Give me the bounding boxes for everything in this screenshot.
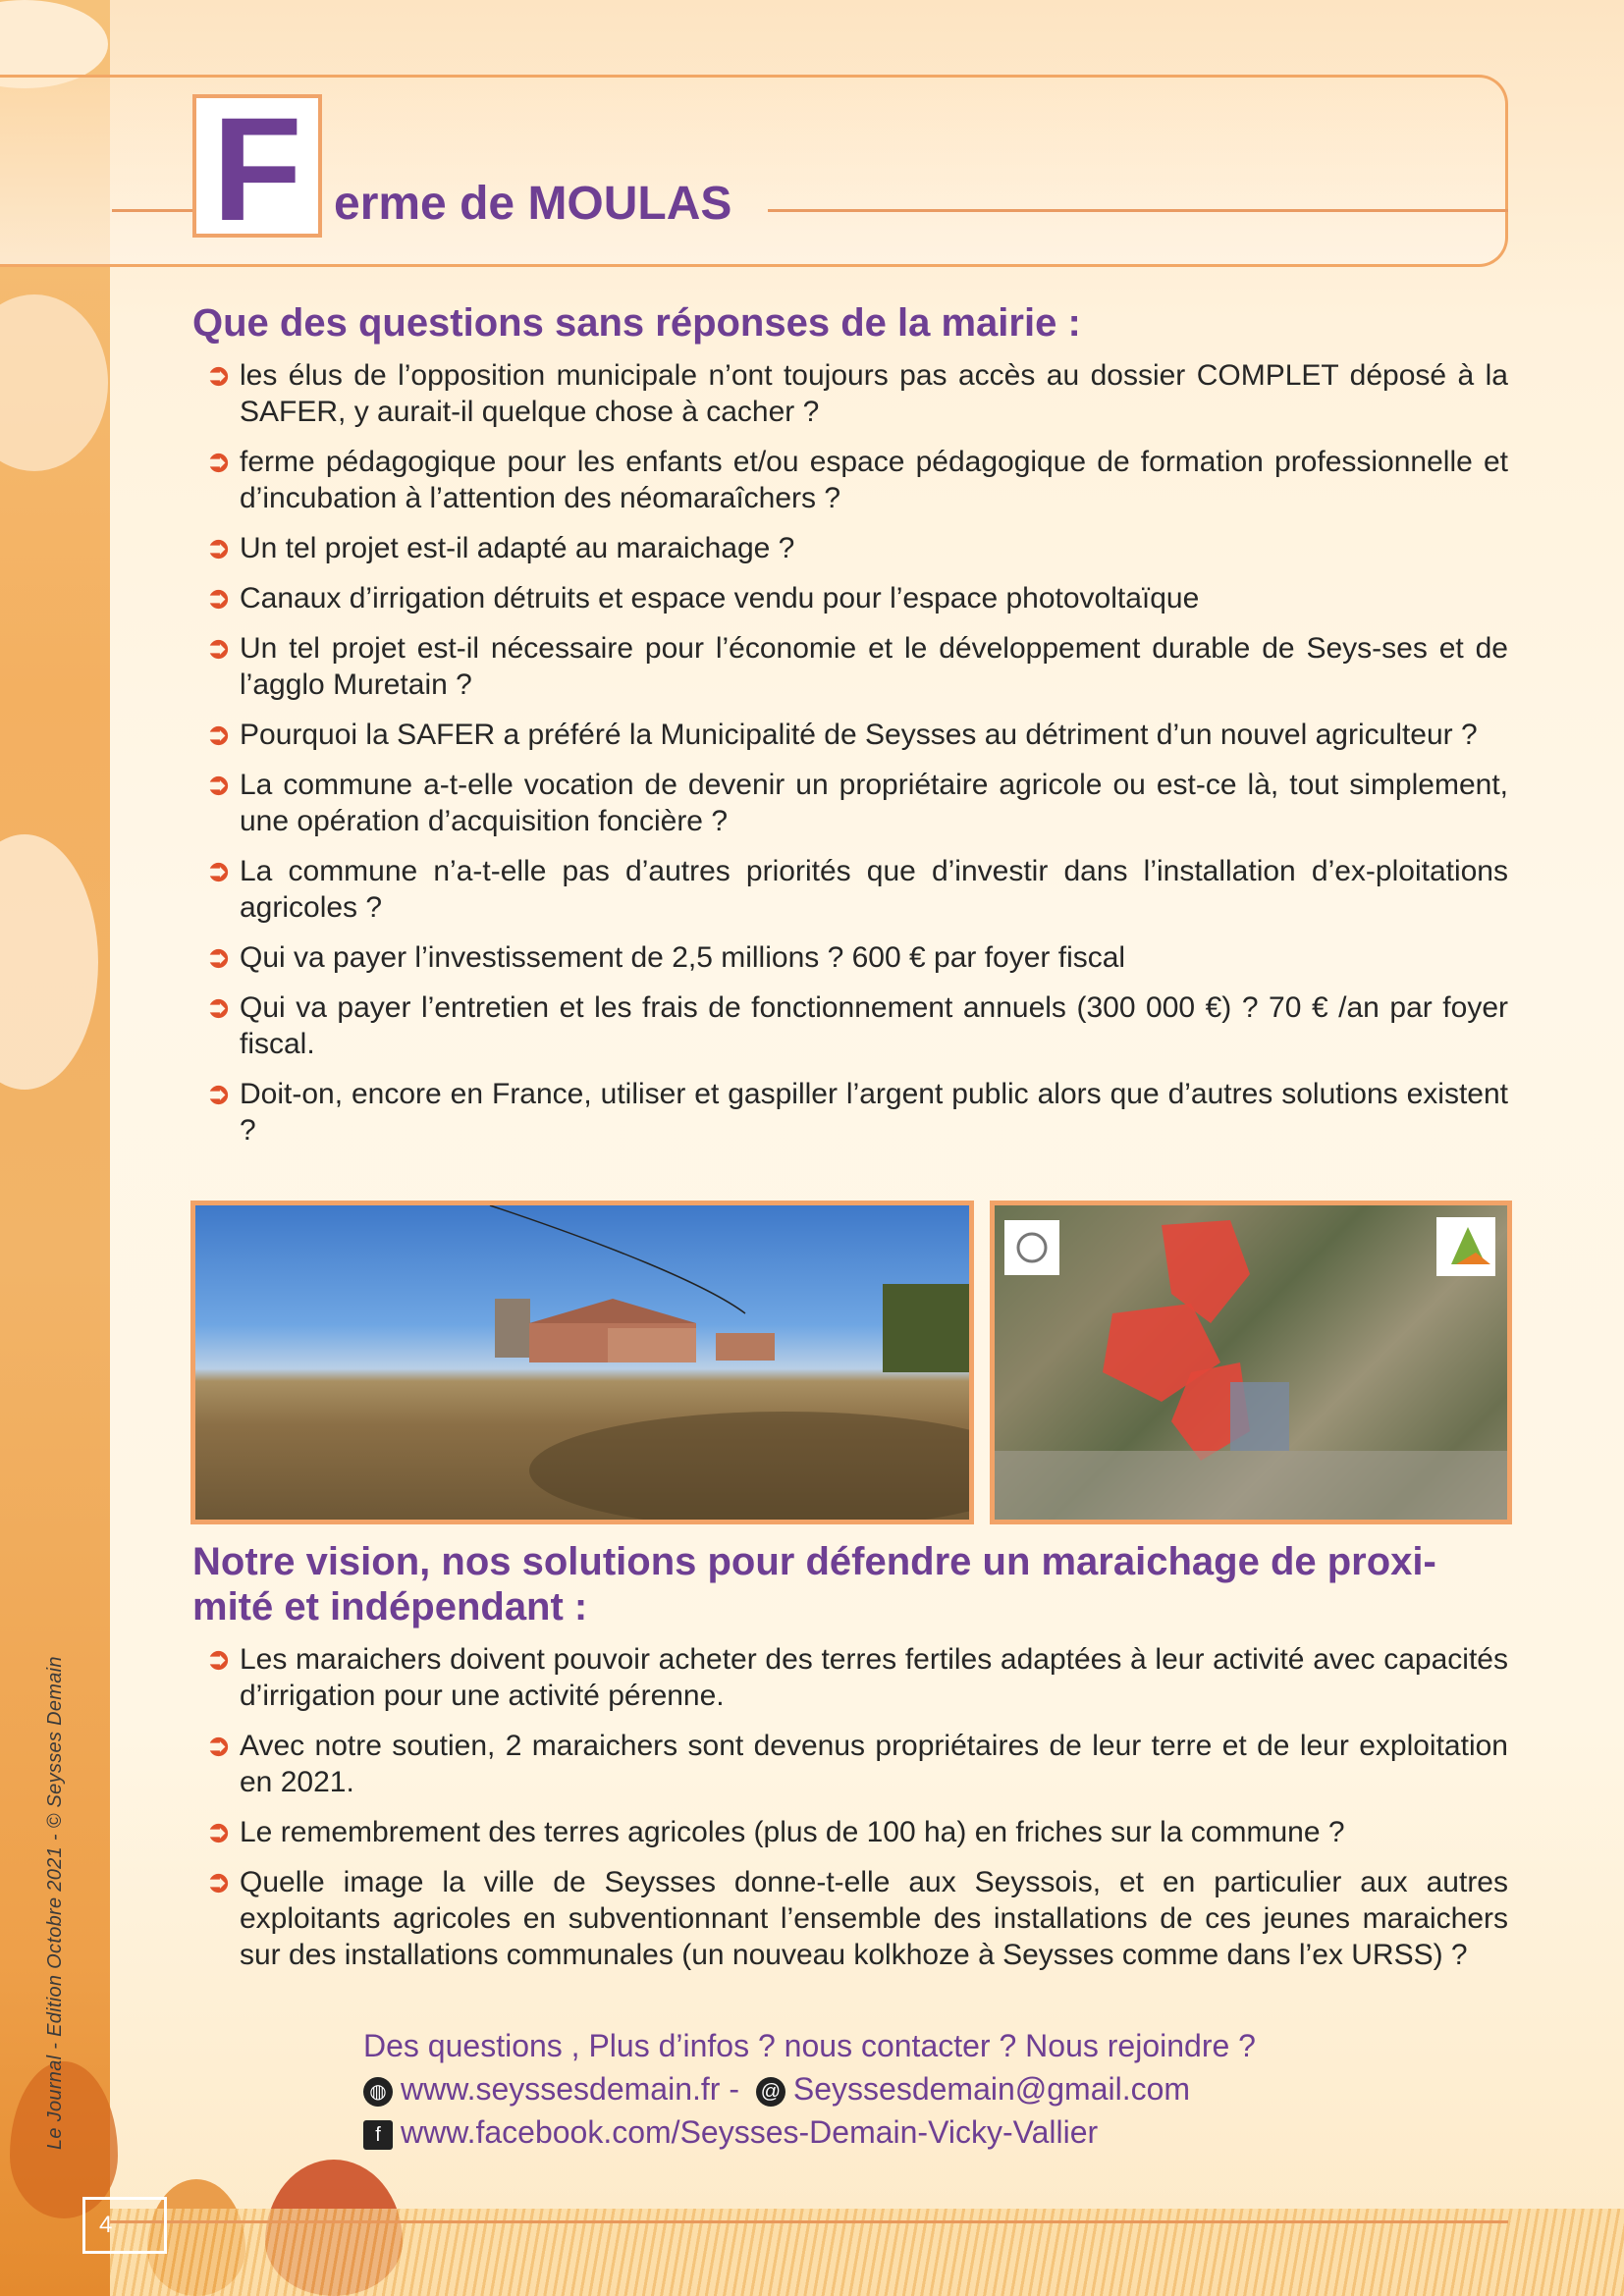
arrow-icon: ➲ (206, 359, 232, 392)
list-item: ➲ Doit-on, encore en France, utiliser et gaspiller l’argent public alors que d’autres solutions existent ? (206, 1078, 1508, 1147)
list-item: ➲ Les maraichers doivent pouvoir acheter des terres fertiles adaptées à leur activité avec capacités d’irrigation pour une activité pérenne. (206, 1643, 1508, 1712)
title-initial-box (192, 86, 322, 251)
list-item: ➲ les élus de l’opposition municipale n’ont toujours pas accès au dossier COMPLET déposé à la SAFER, y aurait-il quelque chose à cacher ? (206, 359, 1508, 428)
page-number: 4 (82, 2197, 167, 2254)
list-item: ➲ Canaux d’irrigation détruits et espace vendu pour l’espace photovoltaïque (206, 582, 1200, 614)
arrow-icon: ➲ (206, 1078, 232, 1110)
list-item: ➲ Un tel projet est-il adapté au maraichage ? (206, 532, 795, 564)
list-item: ➲ Avec notre soutien, 2 maraichers sont devenus propriétaires de leur terre et de leur exploitation en 2021. (206, 1730, 1508, 1798)
contact-invite-text: Des questions , Plus d’infos ? nous contacter ? Nous rejoindre ? (363, 2028, 1256, 2063)
arrow-icon: ➲ (206, 769, 232, 801)
header-rule-left (112, 209, 192, 212)
email-link[interactable]: Seyssesdemain@gmail.com (792, 2071, 1191, 2107)
section-vision-title-line2: mité et indépendant : (192, 1585, 588, 1629)
arrow-icon: ➲ (206, 1730, 232, 1762)
arrow-icon: ➲ (206, 1866, 232, 1898)
arrow-icon: ➲ (206, 582, 232, 614)
header-rule-right (768, 209, 1508, 212)
parcel-map-photo (990, 1201, 1512, 1524)
arrow-icon: ➲ (206, 1643, 232, 1676)
list-item: ➲ Qui va payer l’entretien et les frais de fonctionnement annuels (300 000 €) ? 70 € /an par foyer fiscal. (206, 991, 1508, 1060)
list-item: ➲ Qui va payer l’investissement de 2,5 millions ? 600 € par foyer fiscal (206, 941, 1126, 974)
arrow-icon: ➲ (206, 941, 232, 974)
facebook-icon: f (363, 2120, 393, 2150)
arrow-icon: ➲ (206, 532, 232, 564)
contact-line-web-email (363, 2071, 1190, 2108)
solutions-list (202, 1641, 1508, 1987)
website-link[interactable]: www.seyssesdemain.fr - (401, 2071, 739, 2107)
contact-line-facebook (363, 2114, 1098, 2151)
section-questions-title: Que des questions sans réponses de la mairie : (192, 301, 1081, 345)
arrow-icon: ➲ (206, 991, 232, 1024)
arrow-icon: ➲ (206, 719, 232, 751)
list-item: ➲ La commune a-t-elle vocation de devenir un propriétaire agricole ou est-ce là, tout simplement, une opération d’acquisition foncière ? (206, 769, 1508, 837)
list-item: ➲ Pourquoi la SAFER a préféré la Municipalité de Seysses au détriment d’un nouvel agriculteur ? (206, 719, 1478, 751)
arrow-icon: ➲ (206, 855, 232, 887)
list-item: ➲ Un tel projet est-il nécessaire pour l’économie et le développement durable de Seys-ses et de l’agglo Muretain ? (206, 632, 1508, 701)
section-vision-title-line1: Notre vision, nos solutions pour défendre un maraichage de proxi- (192, 1540, 1436, 1583)
list-item: ➲ ferme pédagogique pour les enfants et/ou espace pédagogique de formation professionnelle et d’incubation à l’attention des néomaraîchers ? (206, 446, 1508, 514)
arrow-icon: ➲ (206, 1816, 232, 1848)
bottom-divider (110, 2220, 1508, 2223)
arrow-icon: ➲ (206, 632, 232, 665)
side-journal-label: Le Journal - Edition Octobre 2021 - © Seysses Demain (44, 1656, 66, 2150)
facebook-link[interactable]: www.facebook.com/Seysses-Demain-Vicky-Vallier (401, 2114, 1099, 2150)
farm-photo (190, 1201, 974, 1524)
questions-list (202, 357, 1508, 1162)
title-initial-letter: F (212, 86, 302, 251)
list-item: ➲ Quelle image la ville de Seysses donne-t-elle aux Seyssois, et en particulier aux autres exploitants agricoles en subventionnant l’ensemble des installations de ces jeunes maraichers sur des installations communales (un nouveau kolkhoze à Seysses comme dans l’ex URSS) ? (206, 1866, 1508, 1971)
page-title: erme de MOULAS (334, 178, 732, 230)
list-item: ➲ Le remembrement des terres agricoles (plus de 100 ha) en friches sur la commune ? (206, 1816, 1345, 1848)
globe-icon: ◍ (363, 2077, 393, 2107)
arrow-icon: ➲ (206, 446, 232, 478)
list-item: ➲ La commune n’a-t-elle pas d’autres priorités que d’investir dans l’installation d’ex-ploitations agricoles ? (206, 855, 1508, 924)
at-sign-icon: @ (756, 2077, 785, 2107)
